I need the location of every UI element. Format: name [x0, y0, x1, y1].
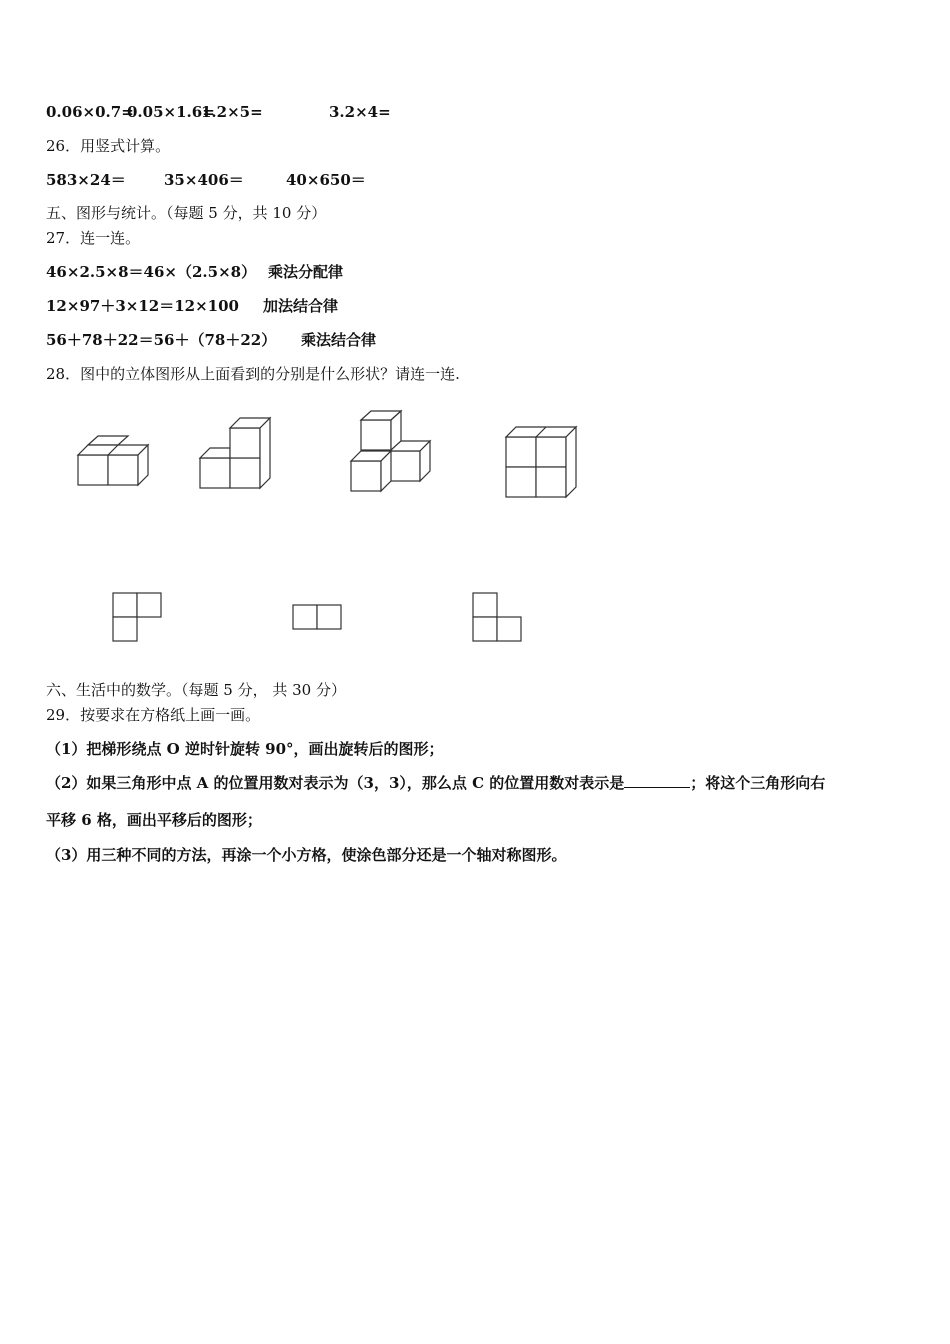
section6-title: 六、生活中的数学。（每题 5 分， 共 30 分）	[46, 681, 346, 699]
q27-expr-1: 46×2.5×8＝46×（2.5×8）	[46, 263, 257, 281]
q29-part-1: （1）把梯形绕点 O 逆时针旋转 90°，画出旋转后的图形；	[46, 740, 444, 758]
answer-blank[interactable]	[624, 773, 690, 788]
q27-law-3: 乘法结合律	[301, 331, 377, 349]
section5-title: 五、图形与统计。（每题 5 分，共 10 分）	[46, 204, 327, 222]
q29-part-2-line-1	[46, 773, 825, 793]
q29-title: 29．按要求在方格纸上画一画。	[46, 706, 261, 724]
equation-1: 0.06×0.7=	[46, 103, 134, 121]
equation-4: 3.2×4=	[329, 103, 391, 121]
equation-3: 1.2×5=	[201, 103, 263, 121]
q29-part-3: （3）用三种不同的方法，再涂一个小方格，使涂色部分还是一个轴对称图形。	[46, 846, 567, 864]
q27-law-2: 加法结合律	[263, 297, 339, 315]
q26-title: 26．用竖式计算。	[46, 137, 171, 155]
q29-part-2a: （2）如果三角形中点 A 的位置用数对表示为（3，3），那么点 C 的位置用数对表示是	[46, 774, 625, 792]
solid-figure-2	[192, 412, 282, 492]
top-view-1	[112, 593, 162, 643]
q29-part-2b: ；将这个三角形向右	[690, 774, 826, 792]
top-view-2	[292, 605, 342, 631]
q28-title: 28．图中的立体图形从上面看到的分别是什么形状？请连一连.	[46, 365, 460, 383]
q26-expr-3: 40×650＝	[286, 171, 366, 189]
q27-title: 27．连一连。	[46, 229, 141, 247]
solid-figure-4	[498, 420, 588, 500]
equation-2: 0.05×1.6=	[127, 103, 215, 121]
solid-figure-1	[70, 430, 160, 490]
top-view-3	[472, 593, 522, 643]
solid-figure-3	[344, 405, 444, 495]
q26-expr-2: 35×406＝	[164, 171, 244, 189]
q29-part-2-line-2: 平移 6 格，画出平移后的图形；	[46, 811, 262, 829]
q26-expr-1: 583×24＝	[46, 171, 126, 189]
q27-law-1: 乘法分配律	[268, 263, 344, 281]
q27-expr-2: 12×97＋3×12＝12×100	[46, 297, 239, 315]
q27-expr-3: 56＋78＋22＝56＋（78＋22）	[46, 331, 277, 349]
